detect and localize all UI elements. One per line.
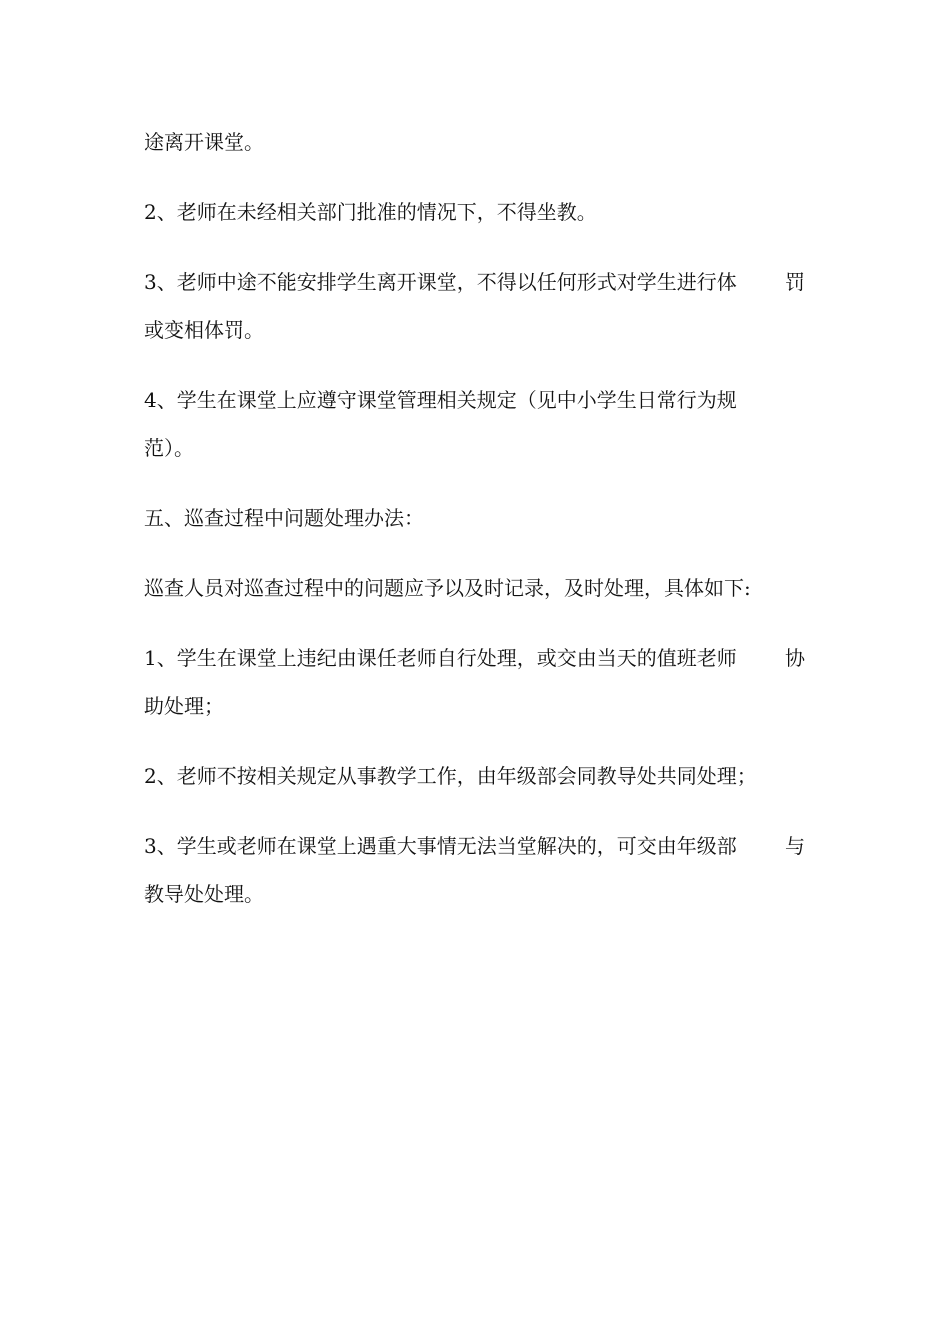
line-tail-text: 罚 — [785, 270, 805, 294]
line-text: 或变相体罚。 — [144, 318, 264, 342]
line-text: 3、学生或老师在课堂上遇重大事情无法当堂解决的，可交由年级部 — [144, 834, 737, 858]
paragraph-line — [144, 258, 809, 306]
document-body — [144, 118, 809, 918]
line-tail-text: 协 — [785, 646, 805, 670]
line-tail-text: 与 — [785, 834, 805, 858]
paragraph-line — [144, 870, 809, 918]
paragraph-line — [144, 682, 809, 730]
line-text: 途离开课堂。 — [144, 130, 264, 154]
paragraph-line — [144, 822, 809, 870]
paragraph-line — [144, 564, 809, 612]
paragraph-line — [144, 376, 809, 424]
paragraph-line — [144, 752, 809, 800]
line-text: 范）。 — [144, 436, 194, 460]
paragraph-line — [144, 188, 809, 236]
line-text: 2、老师不按相关规定从事教学工作，由年级部会同教导处共同处理； — [144, 764, 757, 788]
line-text: 助处理； — [144, 694, 224, 718]
paragraph-line — [144, 306, 809, 354]
paragraph-line — [144, 634, 809, 682]
line-text: 2、老师在未经相关部门批准的情况下，不得坐教。 — [144, 200, 597, 224]
paragraph-line — [144, 118, 809, 166]
line-text: 1、学生在课堂上违纪由课任老师自行处理，或交由当天的值班老师 — [144, 646, 737, 670]
line-text: 4、学生在课堂上应遵守课堂管理相关规定（见中小学生日常行为规 — [144, 388, 737, 412]
heading-text: 五、巡查过程中问题处理办法： — [144, 506, 424, 530]
paragraph-line — [144, 424, 809, 472]
section-heading — [144, 494, 809, 542]
line-text: 3、老师中途不能安排学生离开课堂，不得以任何形式对学生进行体 — [144, 270, 737, 294]
line-text: 巡查人员对巡查过程中的问题应予以及时记录，及时处理，具体如下: — [144, 576, 751, 600]
line-text: 教导处处理。 — [144, 882, 264, 906]
